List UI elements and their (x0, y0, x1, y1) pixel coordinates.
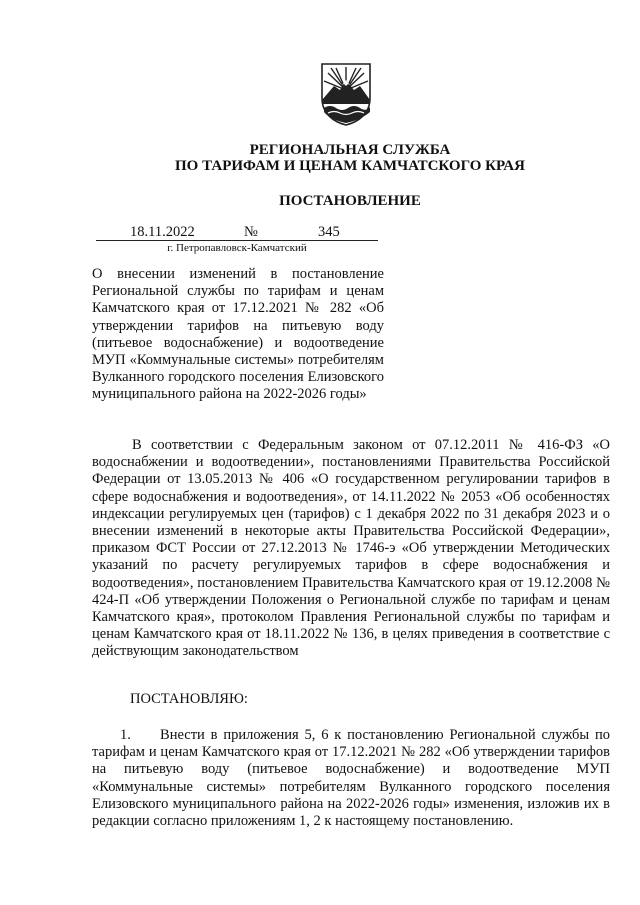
decree-item-1 (92, 727, 610, 830)
item-text: Внести в приложения 5, 6 к постановлению Региональной службы по тарифам и ценам Камчатского края от 17.12.2021 № 282 «Об утверждении тарифов на питьевую воду (питьевое водоснабжение) и водоотведение МУП «Коммунальные системы» потребителям Вулканного городского поселения Елизовского муниципального района на 2022-2026 годы» изменения, изложив их в редакции согласно приложениям 1, 2 к настоящему постановлению. (92, 727, 611, 830)
kamchatka-coat-of-arms-icon (318, 60, 374, 126)
document-subject: О внесении изменений в постановление Региональной службы по тарифам и ценам Камчатского края от 17.12.2021 № 282 «Об утверждении тарифов на питьевую воду (питьевое водоснабжение) и водоотведение МУП «Коммунальные системы» потребителям Вулканного городского поселения Елизовского муниципального района на 2022-2026 годы» (92, 266, 384, 403)
organization-name-line1: РЕГИОНАЛЬНАЯ СЛУЖБА (249, 142, 451, 158)
issue-city: г. Петропавловск-Камчатский (167, 242, 307, 254)
organization-name-line2: ПО ТАРИФАМ И ЦЕНАМ КАМЧАТСКОГО КРАЯ (175, 158, 525, 174)
number-sign: № (244, 224, 258, 240)
document-date: 18.11.2022 (130, 224, 195, 240)
date-number-underline (96, 240, 378, 241)
document-number: 345 (318, 224, 340, 240)
preamble-paragraph: В соответствии с Федеральным законом от 07.12.2011 № 416-ФЗ «О водоснабжении и водоотведении», постановлениями Правительства Российской Федерации от 13.05.2013 № 406 «О государственном регулировании тарифов в сфере водоснабжения и водоотведения», от 14.11.2022 № 2053 «Об особенностях индексации регулируемых цен (тарифов) с 1 декабря 2022 по 31 декабря 2023 и о внесении изменений в некоторые акты Правительства Российской Федерации», приказом ФСТ России от 27.12.2013 № 1746-э «Об утверждении Методических указаний по расчету регулируемых тарифов в сфере водоснабжения и водоотведения», постановлением Правительства Камчатского края от 19.12.2008 № 424-П «Об утверждении Положения о Региональной службе по тарифам и ценам Камчатского края», протоколом Правления Региональной службы по тарифам и ценам Камчатского края от 18.11.2022 № 136, в целях приведения в соответствие с действующим законодательством (92, 437, 610, 660)
document-type-title: ПОСТАНОВЛЕНИЕ (279, 193, 421, 209)
item-number: 1. (120, 727, 131, 743)
decree-word: ПОСТАНОВЛЯЮ: (130, 691, 248, 707)
